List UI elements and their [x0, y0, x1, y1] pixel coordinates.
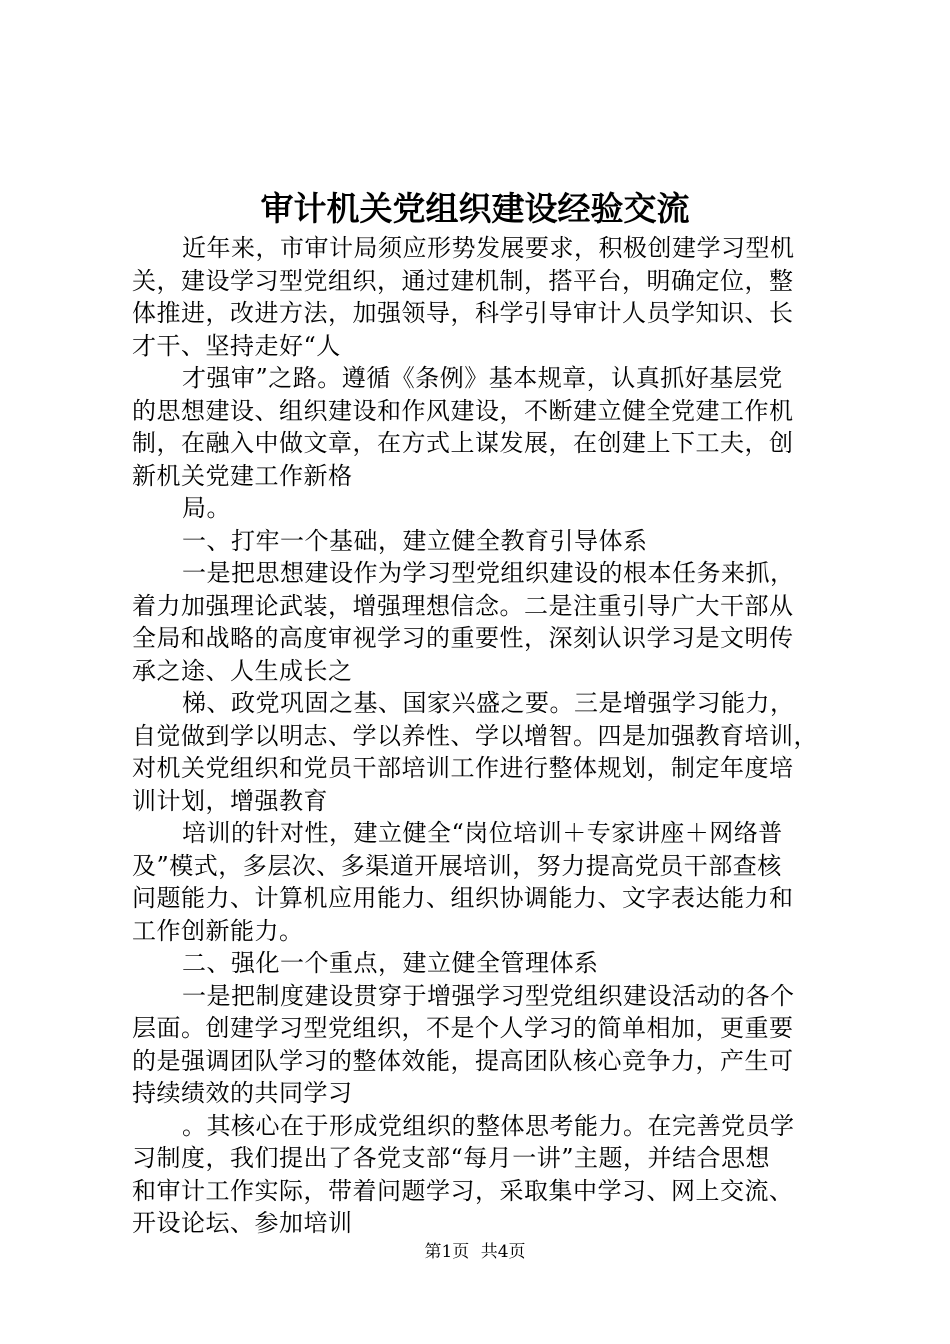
paragraph-line: 工作创新能力。: [132, 916, 304, 945]
document-title: 审计机关党组织建设经验交流: [260, 189, 690, 228]
paragraph-line: 和审计工作实际，带着问题学习，采取集中学习、网上交流、: [132, 1176, 794, 1205]
document-body: [132, 232, 832, 1240]
paragraph-line: 承之途、人生成长之: [132, 656, 353, 685]
paragraph-line: 自觉做到学以明志、学以养性、学以增智。四是加强教育培训，: [132, 721, 818, 750]
section-heading: 一、打牢一个基础，建立健全教育引导体系: [182, 526, 648, 555]
paragraph-line: 才强审”之路。遵循《条例》基本规章，认真抓好基层党: [182, 364, 783, 392]
paragraph-line: 。其核心在于形成党组织的整体思考能力。在完善党员学: [182, 1111, 795, 1140]
paragraph-line: 梯、政党巩固之基、国家兴盛之要。三是增强学习能力，: [182, 689, 795, 717]
paragraph-line: 局。: [182, 494, 231, 522]
paragraph-line: 开设论坛、参加培训: [132, 1209, 353, 1237]
paragraph-line: 着力加强理论武装，增强理想信念。二是注重引导广大干部从: [132, 591, 794, 620]
paragraph-line: 对机关党组织和党员干部培训工作进行整体规划，制定年度培: [132, 754, 794, 782]
paragraph-line: 近年来，市审计局须应形势发展要求，积极创建学习型机: [182, 234, 795, 262]
paragraph-line: 的是强调团队学习的整体效能，提高团队核心竞争力，产生可: [132, 1046, 794, 1075]
paragraph-line: 及”模式，多层次、多渠道开展培训，努力提高党员干部查核: [132, 851, 782, 880]
page-footer: 第1页 共4页: [424, 1242, 526, 1262]
paragraph-line: 制，在融入中做文章，在方式上谋发展，在创建上下工夫，创: [132, 429, 794, 457]
paragraph-line: 训计划，增强教育: [132, 786, 328, 815]
paragraph-line: 新机关党建工作新格: [132, 461, 353, 490]
paragraph-line: 培训的针对性，建立健全“岗位培训＋专家讲座＋网络普: [182, 819, 783, 847]
paragraph-line: 关，建设学习型党组织，通过建机制，搭平台，明确定位，整: [132, 266, 794, 295]
section-heading: 二、强化一个重点，建立健全管理体系: [182, 949, 599, 977]
paragraph-line: 问题能力、计算机应用能力、组织协调能力、文字表达能力和: [132, 884, 794, 912]
paragraph-line: 习制度，我们提出了各党支部“每月一讲”主题，并结合思想: [132, 1144, 771, 1172]
paragraph-line: 一是把制度建设贯穿于增强学习型党组织建设活动的各个: [182, 981, 795, 1010]
paragraph-line: 才干、坚持走好“人: [132, 331, 341, 360]
paragraph-line: 体推进，改进方法，加强领导，科学引导审计人员学知识、长: [132, 299, 794, 327]
paragraph-line: 层面。创建学习型党组织，不是个人学习的简单相加，更重要: [132, 1014, 794, 1042]
paragraph-line: 全局和战略的高度审视学习的重要性，深刻认识学习是文明传: [132, 624, 794, 652]
paragraph-line: 持续绩效的共同学习: [132, 1079, 353, 1107]
paragraph-line: 的思想建设、组织建设和作风建设，不断建立健全党建工作机: [132, 396, 794, 425]
paragraph-line: 一是把思想建设作为学习型党组织建设的根本任务来抓，: [182, 559, 795, 587]
